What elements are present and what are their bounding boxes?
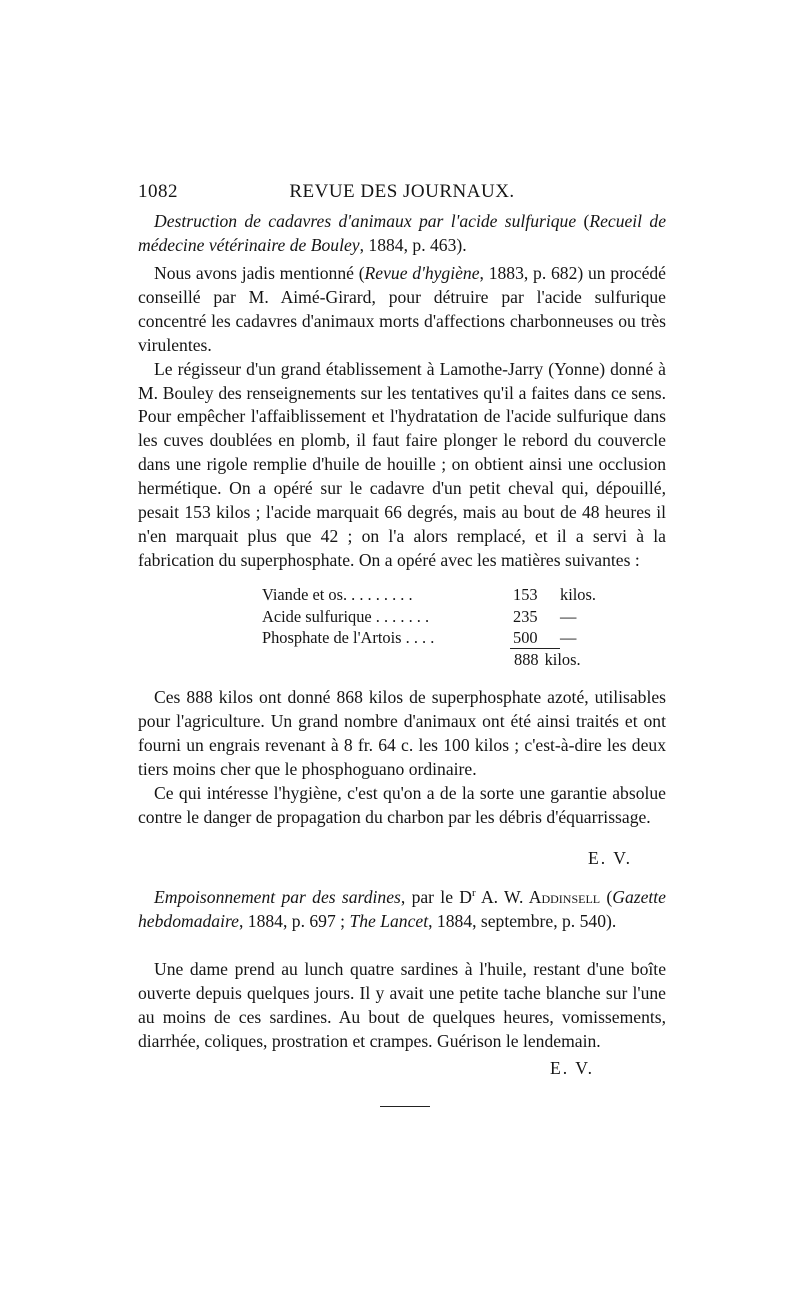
table-row-label: Acide sulfurique . . . . . . .	[262, 606, 430, 626]
article-2-src-open: (	[606, 886, 613, 907]
article-1-para1-suffix: , 1883, p. 682) un procédé conseillé par M. Aimé-Girard, pour détruire par l'acide sulfurique concentré les cadavres d'animaux morts d'affections charbonneuses ou très virulentes.	[138, 263, 666, 355]
article-1-source-close: , 1884, p. 463).	[359, 234, 467, 255]
section-end-rule	[380, 1106, 430, 1107]
page-number: 1082	[138, 181, 178, 202]
article-2-title-end: , 1884, septembre, p. 540).	[428, 910, 617, 931]
article-2-title-lead: Empoisonnement par des sardines	[154, 886, 401, 907]
article-2-source-2: The Lancet	[349, 910, 429, 931]
article-2-author: A. W. Addinsell	[475, 886, 601, 907]
article-2-body	[138, 958, 666, 1054]
article-2-title-mid: , 1884, p. 697 ;	[238, 910, 350, 931]
article-2-signature: E. V.	[550, 1058, 595, 1078]
table-total	[514, 649, 581, 671]
table-row-unit: kilos.	[560, 585, 596, 604]
article-2-source-1: Gazette hebdomadaire	[138, 886, 666, 931]
article-1-para1-prefix: Nous avons jadis mentionné (	[154, 263, 365, 283]
table-row	[262, 584, 602, 606]
table-row-label: Phosphate de l'Artois . . . .	[262, 628, 435, 647]
table-total-unit: kilos.	[544, 650, 581, 669]
article-1-signature: E. V.	[588, 848, 633, 868]
running-title: REVUE DES JOURNAUX.	[289, 181, 515, 202]
article-1-title	[138, 210, 666, 258]
article-1-paragraph-1	[138, 262, 666, 358]
table-row	[262, 627, 602, 649]
table-row	[262, 606, 602, 628]
article-1-source-open: (	[583, 211, 590, 231]
table-row-value: 235	[513, 606, 538, 626]
article-2-title-dr-sup: r	[472, 887, 476, 899]
table-total-value: 888	[514, 650, 539, 669]
page-header	[138, 181, 666, 211]
table-row-label: Viande et os. . . . . . . . .	[262, 585, 413, 604]
table-row-unit: —	[560, 628, 577, 647]
article-2-title-by: , par le D	[400, 886, 472, 907]
article-1-paragraph-3: Ces 888 kilos ont donné 868 kilos de superphosphate azoté, utilisables pour l'agriculture. Un grand nombre d'animaux ont été ainsi traités et ont fourni un engrais revenant à 8 fr. 64 c. les 100 kilos ; c'est-à-dire les deux tiers moins cher que le phosphoguano ordinaire.	[138, 687, 666, 779]
table-row-value: 500	[513, 628, 538, 647]
table-row-value: 153	[513, 585, 538, 604]
article-1-paragraph-4: Ce qui intéresse l'hygiène, c'est qu'on a de la sorte une garantie absolue contre le danger de propagation du charbon par les débris d'équarrissage.	[138, 782, 666, 827]
article-1-body-bottom	[138, 686, 666, 829]
table-row-unit: —	[560, 606, 577, 626]
article-1-title-lead: Destruction de cadavres d'animaux par l'acide sulfurique	[154, 211, 577, 231]
materials-table	[262, 584, 602, 649]
article-1-paragraph-2: Le régisseur d'un grand établissement à Lamothe-Jarry (Yonne) donné à M. Bouley des renseignements sur les tentatives qu'il a faites dans ce sens. Pour empêcher l'affaiblissement et l'hydratation de l'acide sulfurique dans les cuves doublées en plomb, il faut faire plonger le rebord du couvercle dans une rigole remplie d'huile de houille ; on obtient ainsi une occlusion hermétique. On a opéré sur le cadavre d'un petit cheval qui, dépouillé, pesait 153 kilos ; l'acide marquait 66 degrés, mais au bout de 48 heures il n'en marquait plus que 42 ; on l'a alors remplacé, et il a servi à la fabrication du superphosphate. On a opéré avec les matières suivantes :	[138, 358, 666, 570]
article-1-para1-ref: Revue d'hygiène	[364, 263, 480, 283]
article-2-paragraph-1: Une dame prend au lunch quatre sardines à l'huile, restant d'une boîte ouverte depuis quelques jours. Il y avait une petite tache blanche sur l'une au moins de ces sardines. Au bout de quelques heures, vomissements, diarrhée, coliques, prostration et crampes. Guérison le lendemain.	[138, 959, 666, 1051]
article-1-body-top	[138, 262, 666, 573]
article-2-title	[138, 882, 666, 934]
article-1-source: Recueil de médecine vétérinaire de Bouley	[138, 211, 666, 255]
